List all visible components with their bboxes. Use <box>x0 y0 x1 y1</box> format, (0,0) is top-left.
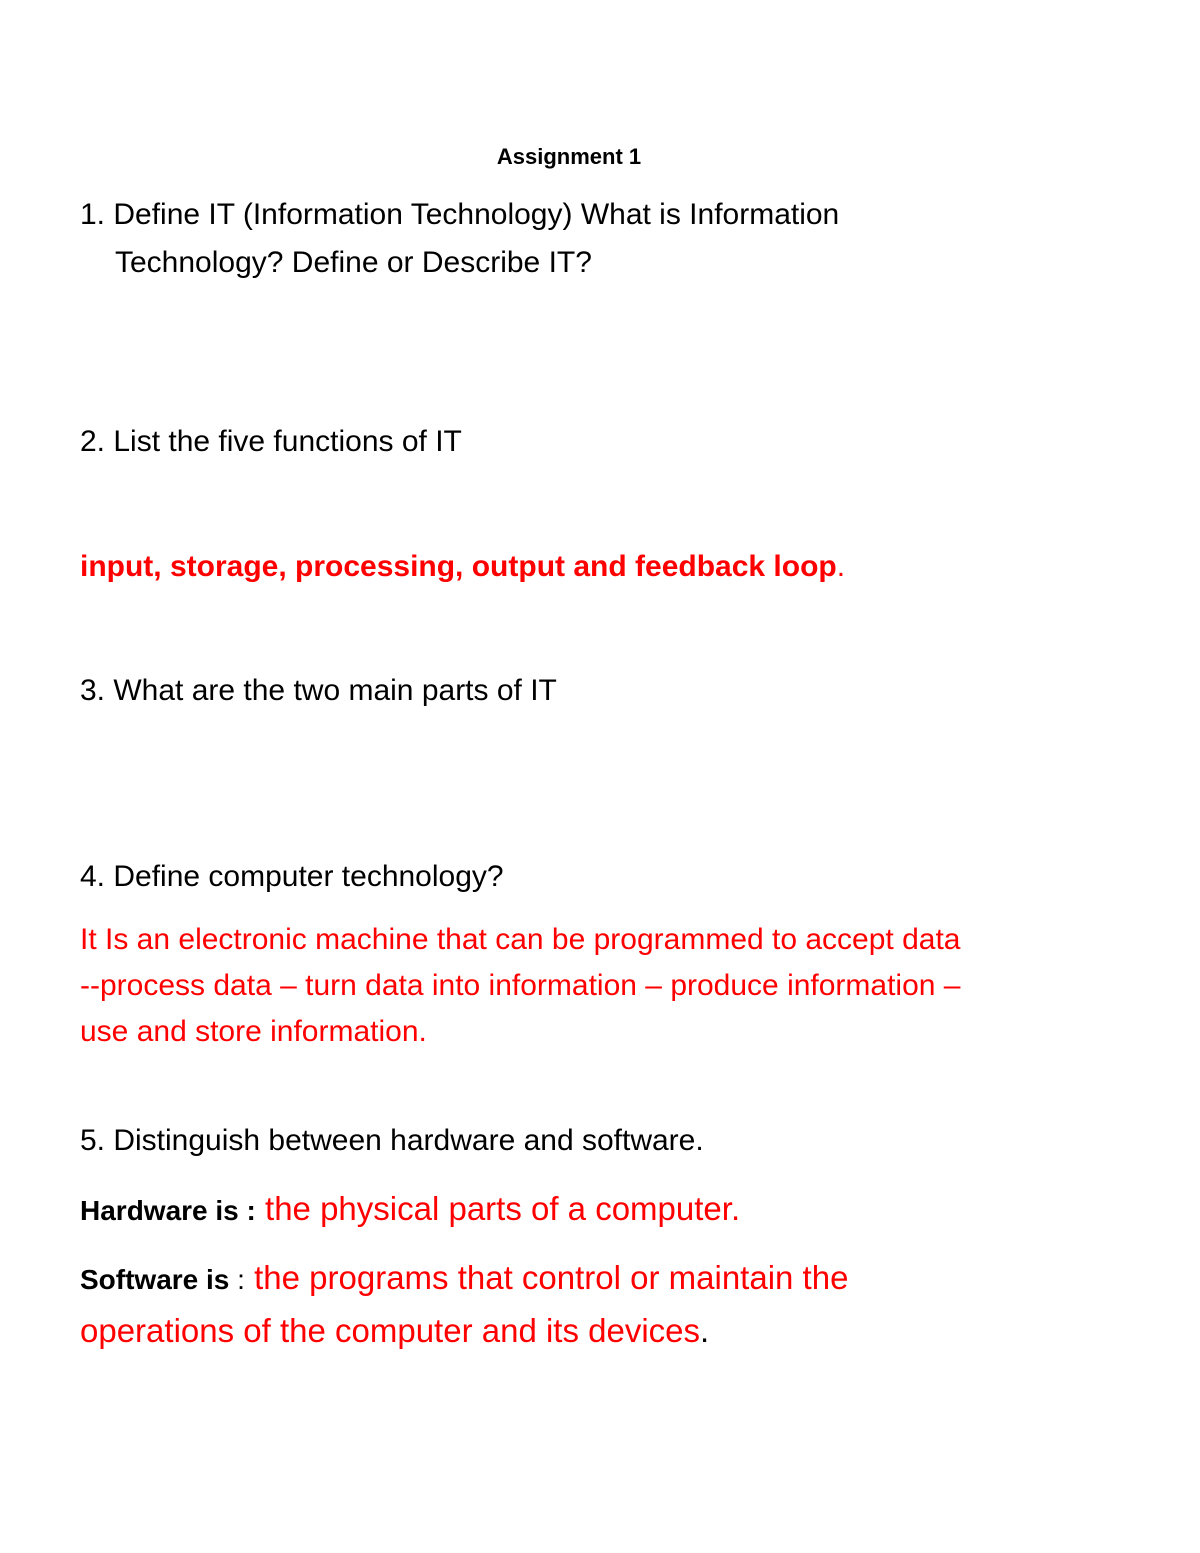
question-1-line-2: Technology? Define or Describe IT? <box>115 246 592 279</box>
answer-4-line-1: It Is an electronic machine that can be programmed to accept data <box>80 923 961 956</box>
answer-4-line-3: use and store information. <box>80 1015 427 1048</box>
software-answer-line-2: operations of the computer and its devices <box>80 1312 701 1349</box>
hardware-answer: the physical parts of a computer. <box>255 1190 741 1227</box>
answer-2-text: input, storage, processing, output and feedback loop <box>80 550 837 583</box>
software-definition-line-1 <box>80 1259 848 1297</box>
software-label: Software is <box>80 1264 230 1295</box>
question-3: 3. What are the two main parts of IT <box>80 674 557 707</box>
software-period: . <box>700 1312 710 1349</box>
answer-4-line-2: --process data – turn data into information – produce information – <box>80 969 961 1002</box>
answer-2-period: . <box>836 550 846 583</box>
hardware-label: Hardware is : <box>80 1195 256 1226</box>
software-colon: : <box>229 1264 245 1295</box>
question-4: 4. Define computer technology? <box>80 860 504 893</box>
question-2: 2. List the five functions of IT <box>80 425 462 458</box>
software-answer-line-1: the programs that control or maintain the <box>244 1259 849 1296</box>
document-title: Assignment 1 <box>496 144 642 169</box>
software-definition-line-2 <box>80 1312 709 1350</box>
question-5: 5. Distinguish between hardware and software. <box>80 1124 704 1157</box>
question-1-line-1: 1. Define IT (Information Technology) What is Information <box>80 198 840 231</box>
hardware-definition <box>80 1190 740 1228</box>
answer-2 <box>80 550 845 584</box>
